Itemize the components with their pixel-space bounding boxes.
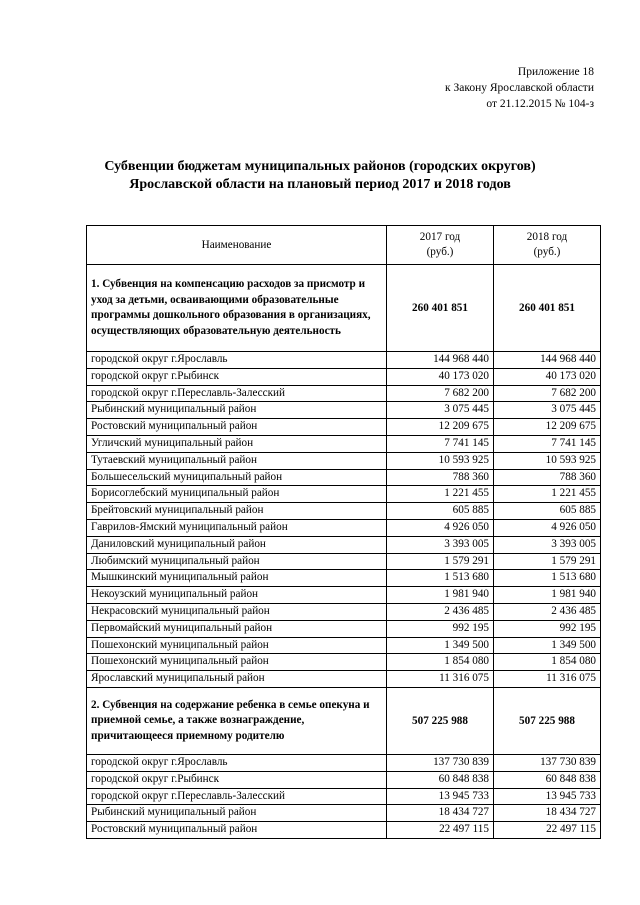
value-2017: 1 513 680 xyxy=(387,570,494,587)
value-2017: 992 195 xyxy=(387,620,494,637)
value-2017: 1 349 500 xyxy=(387,637,494,654)
table-row xyxy=(87,402,601,419)
value-2017: 2 436 485 xyxy=(387,603,494,620)
document-title xyxy=(0,158,640,194)
value-2018: 3 393 005 xyxy=(494,536,601,553)
value-2017: 11 316 075 xyxy=(387,671,494,688)
municipality-name: городской округ г.Ярославль xyxy=(87,754,387,771)
table-row xyxy=(87,637,601,654)
value-2018: 10 593 925 xyxy=(494,452,601,469)
municipality-name: городской округ г.Ярославль xyxy=(87,352,387,369)
table-row xyxy=(87,469,601,486)
header-2017 xyxy=(387,226,494,265)
municipality-name: городской округ г.Переславль-Залесский xyxy=(87,788,387,805)
municipality-name: Тутаевский муниципальный район xyxy=(87,452,387,469)
value-2017: 3 393 005 xyxy=(387,536,494,553)
value-2018: 40 173 020 xyxy=(494,368,601,385)
section-total-2018: 260 401 851 xyxy=(494,265,601,352)
municipality-name: Некоузский муниципальный район xyxy=(87,587,387,604)
value-2018: 605 885 xyxy=(494,503,601,520)
municipality-name: Пошехонский муниципальный район xyxy=(87,637,387,654)
section-title: 2. Субвенция на содержание ребенка в семье опекуна и приемной семье, а также вознаграждение, причитающееся приемному родителю xyxy=(87,687,387,754)
value-2018: 60 848 838 xyxy=(494,771,601,788)
municipality-name: городской округ г.Переславль-Залесский xyxy=(87,385,387,402)
value-2018: 11 316 075 xyxy=(494,671,601,688)
table-row xyxy=(87,385,601,402)
value-2018: 1 349 500 xyxy=(494,637,601,654)
value-2018: 1 981 940 xyxy=(494,587,601,604)
table-row xyxy=(87,587,601,604)
value-2018: 1 221 455 xyxy=(494,486,601,503)
municipality-name: Брейтовский муниципальный район xyxy=(87,503,387,520)
table-header-row xyxy=(87,226,601,265)
subvention-table xyxy=(86,225,601,839)
table-row xyxy=(87,352,601,369)
municipality-name: Рыбинский муниципальный район xyxy=(87,805,387,822)
value-2018: 13 945 733 xyxy=(494,788,601,805)
value-2017: 7 682 200 xyxy=(387,385,494,402)
value-2017: 144 968 440 xyxy=(387,352,494,369)
section-total-2018: 507 225 988 xyxy=(494,687,601,754)
header-2017-unit: (руб.) xyxy=(426,246,454,258)
table-row xyxy=(87,771,601,788)
value-2017: 1 579 291 xyxy=(387,553,494,570)
municipality-name: Ярославский муниципальный район xyxy=(87,671,387,688)
municipality-name: Угличский муниципальный район xyxy=(87,435,387,452)
appendix-line-3: от 21.12.2015 № 104-з xyxy=(486,98,594,110)
value-2018: 12 209 675 xyxy=(494,419,601,436)
value-2017: 605 885 xyxy=(387,503,494,520)
value-2018: 22 497 115 xyxy=(494,822,601,839)
value-2017: 7 741 145 xyxy=(387,435,494,452)
appendix-note xyxy=(445,64,594,112)
value-2017: 18 434 727 xyxy=(387,805,494,822)
municipality-name: городской округ г.Рыбинск xyxy=(87,771,387,788)
table-row xyxy=(87,754,601,771)
municipality-name: Борисоглебский муниципальный район xyxy=(87,486,387,503)
appendix-line-1: Приложение 18 xyxy=(517,66,594,78)
header-name: Наименование xyxy=(87,226,387,265)
value-2017: 4 926 050 xyxy=(387,519,494,536)
municipality-name: Ростовский муниципальный район xyxy=(87,822,387,839)
table-row xyxy=(87,570,601,587)
value-2018: 788 360 xyxy=(494,469,601,486)
municipality-name: Ростовский муниципальный район xyxy=(87,419,387,436)
table-row xyxy=(87,805,601,822)
value-2017: 137 730 839 xyxy=(387,754,494,771)
table-row xyxy=(87,788,601,805)
table-row xyxy=(87,654,601,671)
table-row xyxy=(87,486,601,503)
value-2017: 1 981 940 xyxy=(387,587,494,604)
header-2017-year: 2017 год xyxy=(419,231,461,243)
section-row xyxy=(87,265,601,352)
value-2018: 3 075 445 xyxy=(494,402,601,419)
municipality-name: Первомайский муниципальный район xyxy=(87,620,387,637)
table-row xyxy=(87,519,601,536)
value-2018: 4 926 050 xyxy=(494,519,601,536)
municipality-name: городской округ г.Рыбинск xyxy=(87,368,387,385)
value-2017: 788 360 xyxy=(387,469,494,486)
municipality-name: Пошехонский муниципальный район xyxy=(87,654,387,671)
municipality-name: Любимский муниципальный район xyxy=(87,553,387,570)
value-2018: 18 434 727 xyxy=(494,805,601,822)
value-2018: 1 854 080 xyxy=(494,654,601,671)
title-line-2: Ярославской области на плановый период 2017 и 2018 годов xyxy=(129,177,511,192)
value-2017: 40 173 020 xyxy=(387,368,494,385)
table-row xyxy=(87,368,601,385)
value-2018: 137 730 839 xyxy=(494,754,601,771)
appendix-line-2: к Закону Ярославской области xyxy=(445,82,594,94)
municipality-name: Некрасовский муниципальный район xyxy=(87,603,387,620)
value-2018: 7 682 200 xyxy=(494,385,601,402)
value-2017: 1 221 455 xyxy=(387,486,494,503)
value-2017: 60 848 838 xyxy=(387,771,494,788)
municipality-name: Рыбинский муниципальный район xyxy=(87,402,387,419)
municipality-name: Мышкинский муниципальный район xyxy=(87,570,387,587)
table-row xyxy=(87,553,601,570)
header-2018 xyxy=(494,226,601,265)
title-line-1: Субвенции бюджетам муниципальных районов (городских округов) xyxy=(104,159,536,174)
municipality-name: Гаврилов-Ямский муниципальный район xyxy=(87,519,387,536)
municipality-name: Даниловский муниципальный район xyxy=(87,536,387,553)
value-2018: 2 436 485 xyxy=(494,603,601,620)
section-title: 1. Субвенция на компенсацию расходов за присмотр и уход за детьми, осваивающими образовательные программы дошкольного образования в организациях, осуществляющих образовательную деятельность xyxy=(87,265,387,352)
table-row xyxy=(87,822,601,839)
value-2018: 144 968 440 xyxy=(494,352,601,369)
table-row xyxy=(87,620,601,637)
value-2017: 10 593 925 xyxy=(387,452,494,469)
table-row xyxy=(87,536,601,553)
table-row xyxy=(87,452,601,469)
table-row xyxy=(87,603,601,620)
table-row xyxy=(87,503,601,520)
header-2018-year: 2018 год xyxy=(526,231,568,243)
section-row xyxy=(87,687,601,754)
value-2017: 13 945 733 xyxy=(387,788,494,805)
value-2018: 1 513 680 xyxy=(494,570,601,587)
table-row xyxy=(87,435,601,452)
value-2018: 992 195 xyxy=(494,620,601,637)
value-2017: 22 497 115 xyxy=(387,822,494,839)
value-2017: 1 854 080 xyxy=(387,654,494,671)
section-total-2017: 507 225 988 xyxy=(387,687,494,754)
table-row xyxy=(87,419,601,436)
value-2017: 3 075 445 xyxy=(387,402,494,419)
value-2018: 7 741 145 xyxy=(494,435,601,452)
municipality-name: Большесельский муниципальный район xyxy=(87,469,387,486)
value-2018: 1 579 291 xyxy=(494,553,601,570)
value-2017: 12 209 675 xyxy=(387,419,494,436)
header-2018-unit: (руб.) xyxy=(533,246,561,258)
section-total-2017: 260 401 851 xyxy=(387,265,494,352)
table-row xyxy=(87,671,601,688)
